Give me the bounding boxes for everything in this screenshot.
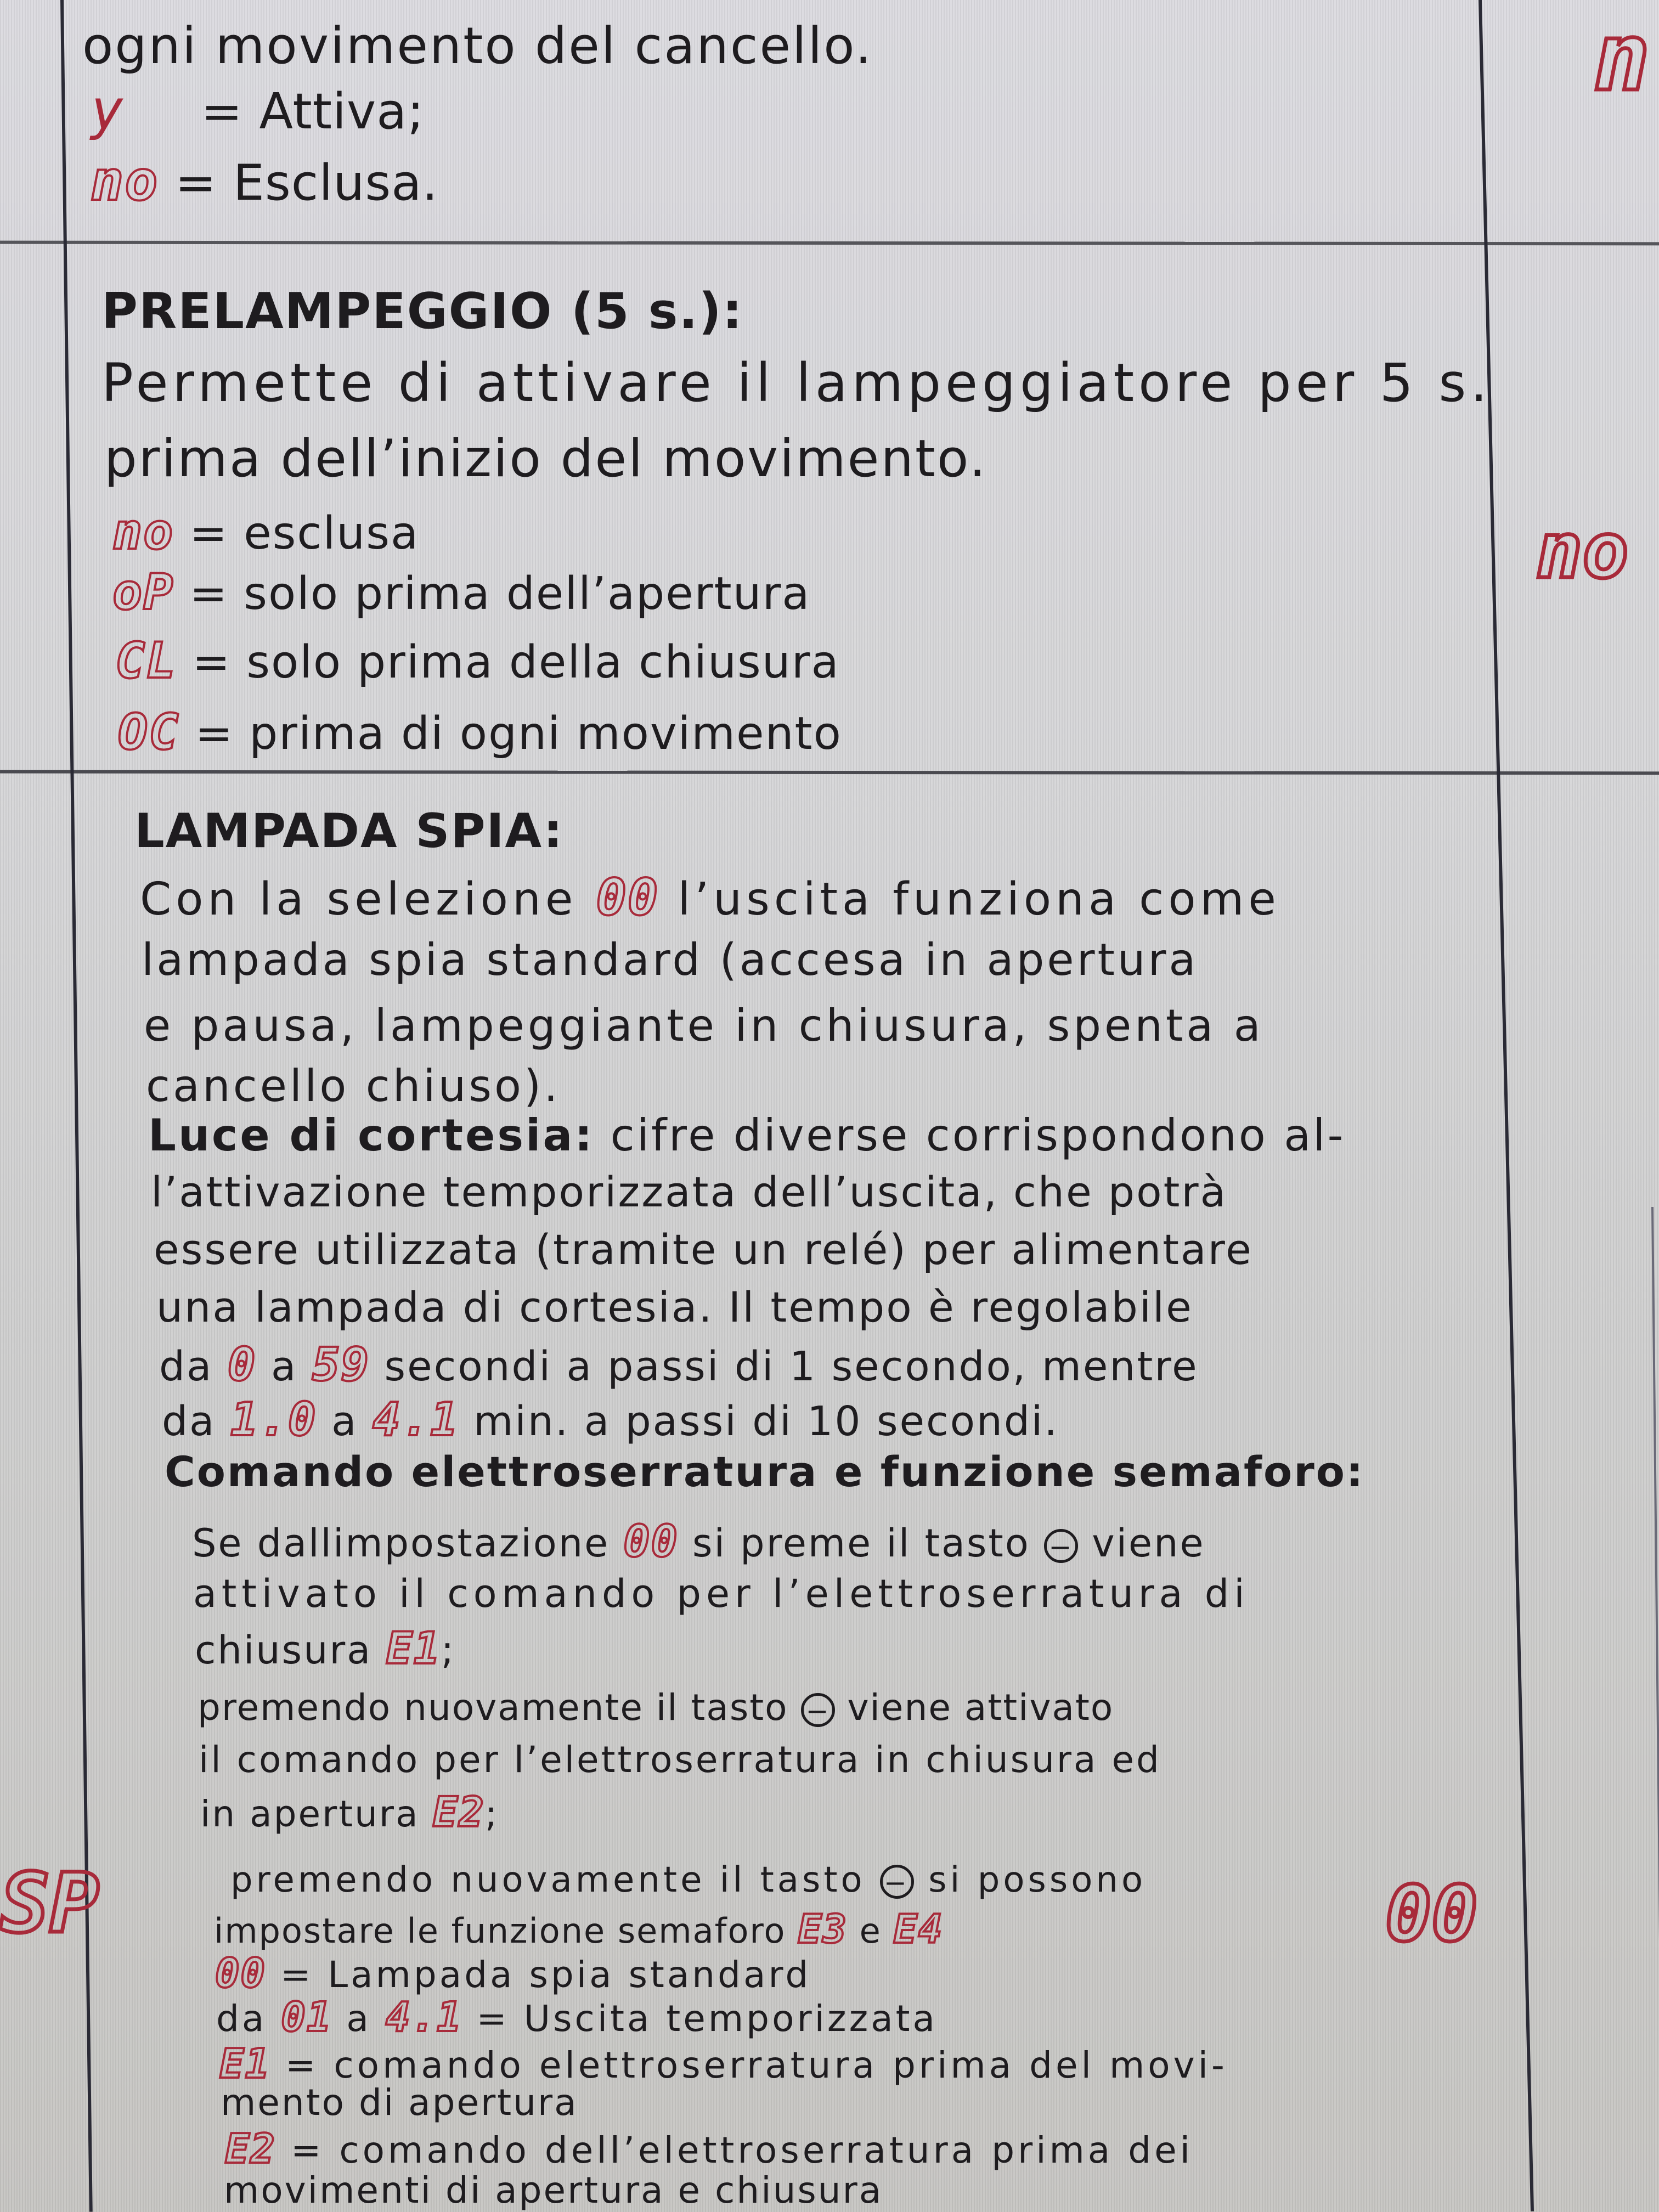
text: l’uscita funziona come	[678, 873, 1280, 926]
parameter-code: SP	[0, 1856, 99, 1951]
option-code: no	[112, 503, 174, 561]
option-code: oP	[112, 563, 174, 621]
description-line	[192, 1516, 1205, 1567]
option-code: y	[91, 77, 125, 142]
description-line: e pausa, lampeggiante in chiusura, spenta a	[144, 1000, 1264, 1051]
description-line: lampada spia standard (accesa in apertura	[142, 934, 1199, 985]
text: premendo nuovamente il tasto	[230, 1860, 866, 1900]
inline-code: 4.1	[373, 1392, 459, 1446]
text: a	[346, 1997, 371, 2040]
description-line: cancello chiuso).	[146, 1060, 561, 1111]
text: Con la selezione	[140, 873, 578, 926]
option-continuation: movimenti di apertura e chiusura	[224, 2169, 883, 2211]
default-value: 00	[1385, 1870, 1478, 1959]
text: da	[159, 1343, 213, 1390]
row-separator	[0, 241, 1659, 246]
inline-code: E2	[432, 1787, 486, 1836]
description-line: una lampada di cortesia. Il tempo è regolabile	[156, 1283, 1193, 1331]
description-line: essere utilizzata (tramite un relé) per alimentare	[154, 1225, 1253, 1274]
option-code: OC	[118, 703, 180, 761]
subsection-title: Comando elettroserratura e funzione semaforo:	[165, 1447, 1365, 1496]
option-line	[115, 632, 840, 690]
row-separator	[0, 770, 1659, 775]
description-line	[198, 1686, 1114, 1729]
column-border-far-right	[1651, 1207, 1659, 2212]
option-code: no	[91, 149, 159, 213]
option-code: 01	[281, 1994, 332, 2041]
text: da	[216, 1997, 267, 2040]
section-title: PRELAMPEGGIO (5 s.):	[101, 283, 743, 340]
option-line	[219, 2040, 1228, 2087]
inline-code: 59	[312, 1338, 370, 1391]
option-code: CL	[115, 632, 177, 690]
option-line	[216, 1994, 938, 2041]
range-line	[162, 1392, 1059, 1446]
text: a	[270, 1343, 298, 1390]
description-line	[195, 1623, 456, 1674]
option-label: = esclusa	[189, 507, 420, 560]
text: a	[331, 1398, 358, 1445]
text: ;	[485, 1793, 499, 1835]
option-label: = Lampada spia standard	[280, 1954, 811, 1996]
description-line: l’attivazione temporizzata dell’uscita, che potrà	[151, 1167, 1228, 1216]
text: si possono	[928, 1860, 1147, 1900]
text: viene attivato	[847, 1686, 1114, 1729]
option-code: 4.1	[385, 1994, 462, 2041]
text: da	[162, 1398, 216, 1445]
range-line	[159, 1338, 1199, 1391]
description-line: Permette di attivare il lampeggiatore per 5 s.	[101, 352, 1492, 414]
minus-key-icon: −	[880, 1865, 914, 1899]
inline-code: 1.0	[230, 1392, 317, 1446]
description-line: prima dell’inizio del movimento.	[104, 429, 988, 489]
option-line	[118, 703, 842, 761]
option-line	[215, 1950, 811, 1997]
text: impostare le funzione semaforo	[214, 1911, 786, 1951]
option-line	[225, 2125, 1194, 2172]
text: e	[859, 1911, 882, 1951]
option-label: = prima di ogni movimento	[195, 708, 842, 760]
minus-key-icon: −	[801, 1693, 835, 1727]
description-line: il comando per l’elettroserratura in chiusura ed	[199, 1739, 1161, 1781]
option-code: E2	[225, 2125, 276, 2172]
column-border-right	[1479, 0, 1534, 2211]
text: ;	[441, 1628, 456, 1673]
option-line	[91, 149, 438, 213]
option-label: = solo prima della chiusura	[192, 636, 840, 689]
description-line	[200, 1787, 499, 1836]
description-line	[140, 868, 1280, 927]
text: in apertura	[200, 1793, 420, 1835]
option-label: = solo prima dell’apertura	[189, 568, 811, 620]
text: premendo nuovamente il tasto	[198, 1686, 788, 1729]
text: min. a passi di 10 secondi.	[473, 1398, 1059, 1445]
inline-code: 0	[227, 1338, 257, 1391]
option-continuation: mento di apertura	[221, 2081, 578, 2124]
default-value: no	[1536, 506, 1629, 596]
text: Se dallimpostazione	[192, 1521, 610, 1566]
inline-code: 00	[623, 1516, 679, 1567]
minus-key-icon: −	[1044, 1529, 1078, 1563]
description-line	[148, 1110, 1346, 1161]
row-top-text: ogni movimento del cancello.	[82, 16, 873, 75]
option-label: = comando dell’elettroserratura prima dei	[291, 2129, 1194, 2171]
option-label: = comando elettroserratura prima del movi-	[285, 2044, 1228, 2086]
option-label: = Esclusa.	[175, 154, 438, 212]
inline-code: E3	[798, 1906, 848, 1952]
option-label: = Uscita temporizzata	[476, 1997, 938, 2040]
option-code: 00	[215, 1950, 267, 1997]
text: viene	[1092, 1521, 1205, 1566]
description-line	[214, 1906, 944, 1952]
description-line: attivato il comando per l’elettroserratura di	[193, 1571, 1250, 1616]
text: chiusura	[195, 1628, 373, 1673]
option-line	[112, 563, 811, 621]
option-line	[112, 503, 420, 561]
option-label: = Attiva;	[201, 83, 425, 140]
description-line	[230, 1860, 1147, 1900]
text: si preme il tasto	[692, 1521, 1030, 1566]
inline-code: E1	[386, 1623, 441, 1674]
inline-code: 00	[596, 868, 659, 927]
default-value-partial: n	[1594, 3, 1650, 112]
text: cifre diverse corrispondono al-	[610, 1110, 1346, 1161]
subsection-title: Luce di cortesia:	[148, 1110, 595, 1161]
option-code: E1	[219, 2040, 271, 2087]
section-title: LAMPADA SPIA:	[134, 804, 564, 859]
inline-code: E4	[893, 1906, 944, 1952]
text: secondi a passi di 1 secondo, mentre	[384, 1343, 1199, 1390]
option-line	[91, 77, 425, 142]
